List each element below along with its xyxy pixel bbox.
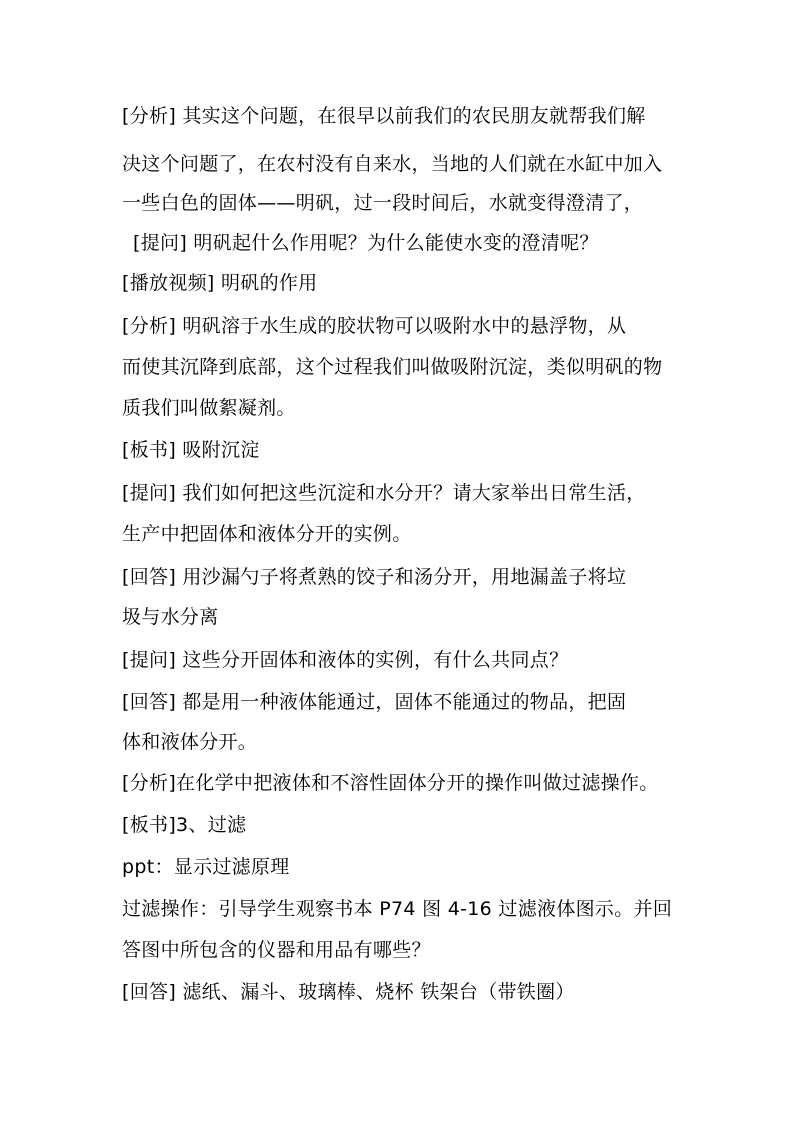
text-line-analysis-6: 质我们叫做絮凝剂。 [122, 397, 296, 419]
text-line-analysis-1: [分析] 其实这个问题，在很早以前我们的农民朋友就帮我们解 [122, 105, 646, 127]
text-line-filter-operation-1: 过滤操作：引导学生观察书本 P74 图 4-16 过滤液体图示。并回 [122, 898, 673, 920]
text-line-board-1: [板书] 吸附沉淀 [122, 439, 260, 461]
text-line-question-2: [提问] 我们如何把这些沉淀和水分开？请大家举出日常生活， [122, 482, 646, 504]
text-line-video: [播放视频] 明矾的作用 [122, 272, 318, 294]
text-line-answer-5: [回答] 滤纸、漏斗、玻璃棒、烧杯 铁架台（带铁圈） [122, 981, 575, 1003]
text-line-answer-2: 圾与水分离 [122, 606, 219, 628]
text-line-answer-1: [回答] 用沙漏勺子将煮熟的饺子和汤分开，用地漏盖子将垃 [122, 566, 627, 588]
text-line-ppt: ppt：显示过滤原理 [122, 856, 290, 878]
text-line-analysis-4: [分析] 明矾溶于水生成的胶状物可以吸附水中的悬浮物，从 [122, 315, 627, 337]
text-line-question-3: 生产中把固体和液体分开的实例。 [122, 523, 412, 545]
text-line-answer-4: 体和液体分开。 [122, 731, 258, 753]
text-line-filter-operation-2: 答图中所包含的仪器和用品有哪些？ [122, 939, 431, 961]
text-line-question-4: [提问] 这些分开固体和液体的实例，有什么共同点？ [122, 649, 569, 671]
text-line-answer-3: [回答] 都是用一种液体能通过，固体不能通过的物品，把固 [122, 691, 627, 713]
text-line-analysis-7: [分析]在化学中把液体和不溶性固体分开的操作叫做过滤操作。 [122, 772, 659, 794]
text-line-analysis-5: 而使其沉降到底部，这个过程我们叫做吸附沉淀，类似明矾的物 [122, 356, 663, 378]
text-line-analysis-2: 决这个问题了，在农村没有自来水，当地的人们就在水缸中加入 [122, 153, 663, 175]
text-line-board-2: [板书]3、过滤 [122, 814, 247, 836]
text-line-question-1: [提问] 明矾起什么作用呢？为什么能使水变的澄清呢？ [133, 232, 599, 254]
text-line-analysis-3: 一些白色的固体——明矾，过一段时间后，水就变得澄清了， [122, 192, 644, 214]
